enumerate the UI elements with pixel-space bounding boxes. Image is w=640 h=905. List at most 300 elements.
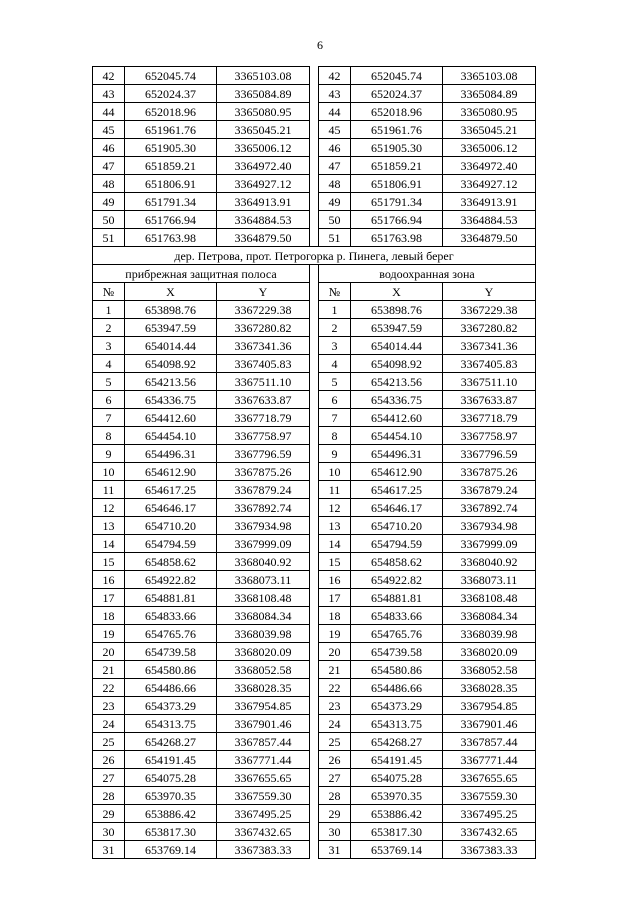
right-x-coordinate-cell: 651859.21 [351, 157, 443, 175]
right-y-coordinate-cell: 3368040.92 [443, 553, 536, 571]
left-point-number-cell: 10 [93, 463, 125, 481]
table-row [93, 409, 536, 427]
right-y-coordinate-cell: 3367901.46 [443, 715, 536, 733]
column-gap [310, 481, 319, 499]
left-x-header: X [125, 283, 217, 301]
table-row [93, 463, 536, 481]
left-x-coordinate-cell: 654710.20 [125, 517, 217, 535]
left-x-coordinate-cell: 654794.59 [125, 535, 217, 553]
left-point-number-cell: 6 [93, 391, 125, 409]
left-point-number-cell: 25 [93, 733, 125, 751]
left-point-number-cell: 15 [93, 553, 125, 571]
right-x-coordinate-cell: 654739.58 [351, 643, 443, 661]
right-y-coordinate-cell: 3367633.87 [443, 391, 536, 409]
left-x-coordinate-cell: 653970.35 [125, 787, 217, 805]
column-gap [310, 643, 319, 661]
left-point-number-cell: 13 [93, 517, 125, 535]
right-y-coordinate-cell: 3368084.34 [443, 607, 536, 625]
table-row [93, 391, 536, 409]
left-point-number-cell: 27 [93, 769, 125, 787]
left-point-number-cell: 30 [93, 823, 125, 841]
left-x-coordinate-cell: 654580.86 [125, 661, 217, 679]
right-x-coordinate-cell: 653970.35 [351, 787, 443, 805]
right-y-coordinate-cell: 3367559.30 [443, 787, 536, 805]
right-x-coordinate-cell: 654833.66 [351, 607, 443, 625]
left-point-number-cell: 51 [93, 229, 125, 247]
left-x-coordinate-cell: 651905.30 [125, 139, 217, 157]
right-point-number-cell: 6 [319, 391, 351, 409]
right-x-coordinate-cell: 654213.56 [351, 373, 443, 391]
right-point-number-cell: 29 [319, 805, 351, 823]
right-x-coordinate-cell: 654075.28 [351, 769, 443, 787]
right-point-number-cell: 27 [319, 769, 351, 787]
right-point-number-cell: 22 [319, 679, 351, 697]
column-gap [310, 67, 319, 85]
right-y-coordinate-cell: 3364913.91 [443, 193, 536, 211]
left-point-number-cell: 21 [93, 661, 125, 679]
right-x-coordinate-cell: 654454.10 [351, 427, 443, 445]
left-point-number-cell: 44 [93, 103, 125, 121]
table-row [93, 157, 536, 175]
left-x-coordinate-cell: 651766.94 [125, 211, 217, 229]
right-y-coordinate-cell: 3367857.44 [443, 733, 536, 751]
left-x-coordinate-cell: 652024.37 [125, 85, 217, 103]
left-x-coordinate-cell: 654412.60 [125, 409, 217, 427]
right-y-coordinate-cell: 3367280.82 [443, 319, 536, 337]
left-point-number-cell: 7 [93, 409, 125, 427]
column-gap [310, 211, 319, 229]
table-row [93, 175, 536, 193]
right-point-number-cell: 49 [319, 193, 351, 211]
column-gap [310, 499, 319, 517]
left-number-header: № [93, 283, 125, 301]
left-y-coordinate-cell: 3367511.10 [217, 373, 310, 391]
left-point-number-cell: 23 [93, 697, 125, 715]
right-x-coordinate-cell: 653947.59 [351, 319, 443, 337]
right-x-coordinate-cell: 654580.86 [351, 661, 443, 679]
left-point-number-cell: 31 [93, 841, 125, 859]
section-header [93, 247, 536, 301]
left-x-coordinate-cell: 654454.10 [125, 427, 217, 445]
right-point-number-cell: 24 [319, 715, 351, 733]
table-row [93, 769, 536, 787]
right-x-coordinate-cell: 654794.59 [351, 535, 443, 553]
right-x-coordinate-cell: 654014.44 [351, 337, 443, 355]
right-y-coordinate-cell: 3367892.74 [443, 499, 536, 517]
column-gap [310, 553, 319, 571]
left-y-coordinate-cell: 3367383.33 [217, 841, 310, 859]
left-y-coordinate-cell: 3367718.79 [217, 409, 310, 427]
right-number-header: № [319, 283, 351, 301]
left-point-number-cell: 12 [93, 499, 125, 517]
column-gap [310, 589, 319, 607]
left-y-coordinate-cell: 3364879.50 [217, 229, 310, 247]
right-point-number-cell: 50 [319, 211, 351, 229]
right-y-coordinate-cell: 3367934.98 [443, 517, 536, 535]
right-y-coordinate-cell: 3367655.65 [443, 769, 536, 787]
left-point-number-cell: 43 [93, 85, 125, 103]
column-gap [310, 805, 319, 823]
column-gap [310, 373, 319, 391]
column-gap [310, 319, 319, 337]
right-x-coordinate-cell: 651791.34 [351, 193, 443, 211]
table-row [93, 805, 536, 823]
right-point-number-cell: 48 [319, 175, 351, 193]
column-gap [310, 535, 319, 553]
column-gap [310, 787, 319, 805]
left-point-number-cell: 11 [93, 481, 125, 499]
right-x-coordinate-cell: 652024.37 [351, 85, 443, 103]
right-y-coordinate-cell: 3367405.83 [443, 355, 536, 373]
right-point-number-cell: 28 [319, 787, 351, 805]
left-point-number-cell: 47 [93, 157, 125, 175]
column-gap [310, 769, 319, 787]
table-row [93, 643, 536, 661]
right-point-number-cell: 42 [319, 67, 351, 85]
column-gap [310, 283, 319, 301]
right-y-coordinate-cell: 3368108.48 [443, 589, 536, 607]
left-point-number-cell: 8 [93, 427, 125, 445]
left-point-number-cell: 16 [93, 571, 125, 589]
left-x-coordinate-cell: 654191.45 [125, 751, 217, 769]
left-y-coordinate-cell: 3368039.98 [217, 625, 310, 643]
right-y-coordinate-cell: 3367879.24 [443, 481, 536, 499]
right-point-number-cell: 21 [319, 661, 351, 679]
right-point-number-cell: 31 [319, 841, 351, 859]
coordinates-table [92, 66, 536, 859]
table-row [93, 355, 536, 373]
top-rows [93, 67, 536, 247]
right-x-coordinate-cell: 651806.91 [351, 175, 443, 193]
right-x-coordinate-cell: 654617.25 [351, 481, 443, 499]
right-x-coordinate-cell: 653769.14 [351, 841, 443, 859]
right-point-number-cell: 2 [319, 319, 351, 337]
left-point-number-cell: 2 [93, 319, 125, 337]
left-point-number-cell: 45 [93, 121, 125, 139]
right-y-coordinate-cell: 3367875.26 [443, 463, 536, 481]
right-y-coordinate-cell: 3367954.85 [443, 697, 536, 715]
left-x-coordinate-cell: 652018.96 [125, 103, 217, 121]
right-y-coordinate-cell: 3364927.12 [443, 175, 536, 193]
section-title: дер. Петрова, прот. Петрогорка р. Пинега, левый берег [93, 247, 536, 265]
table-row [93, 139, 536, 157]
left-y-coordinate-cell: 3367280.82 [217, 319, 310, 337]
left-y-coordinate-cell: 3365103.08 [217, 67, 310, 85]
right-point-number-cell: 12 [319, 499, 351, 517]
column-gap [310, 193, 319, 211]
right-y-header: Y [443, 283, 536, 301]
left-x-coordinate-cell: 654612.90 [125, 463, 217, 481]
left-y-coordinate-cell: 3364913.91 [217, 193, 310, 211]
table-row [93, 193, 536, 211]
right-x-coordinate-cell: 654336.75 [351, 391, 443, 409]
left-x-coordinate-cell: 654765.76 [125, 625, 217, 643]
column-gap [310, 823, 319, 841]
right-point-number-cell: 51 [319, 229, 351, 247]
left-y-coordinate-cell: 3367875.26 [217, 463, 310, 481]
left-y-coordinate-cell: 3368108.48 [217, 589, 310, 607]
left-x-coordinate-cell: 654739.58 [125, 643, 217, 661]
right-point-number-cell: 30 [319, 823, 351, 841]
right-y-coordinate-cell: 3367383.33 [443, 841, 536, 859]
left-point-number-cell: 49 [93, 193, 125, 211]
right-y-coordinate-cell: 3365006.12 [443, 139, 536, 157]
left-point-number-cell: 50 [93, 211, 125, 229]
right-point-number-cell: 25 [319, 733, 351, 751]
table-row [93, 787, 536, 805]
left-y-coordinate-cell: 3367857.44 [217, 733, 310, 751]
right-x-coordinate-cell: 654710.20 [351, 517, 443, 535]
left-y-coordinate-cell: 3368084.34 [217, 607, 310, 625]
right-point-number-cell: 13 [319, 517, 351, 535]
right-point-number-cell: 15 [319, 553, 351, 571]
left-y-coordinate-cell: 3368040.92 [217, 553, 310, 571]
table-row [93, 211, 536, 229]
right-point-number-cell: 4 [319, 355, 351, 373]
table-row [93, 445, 536, 463]
right-x-coordinate-cell: 654612.90 [351, 463, 443, 481]
left-x-coordinate-cell: 653947.59 [125, 319, 217, 337]
left-point-number-cell: 3 [93, 337, 125, 355]
right-point-number-cell: 11 [319, 481, 351, 499]
left-x-coordinate-cell: 654075.28 [125, 769, 217, 787]
column-gap [310, 391, 319, 409]
left-point-number-cell: 24 [93, 715, 125, 733]
left-x-coordinate-cell: 653769.14 [125, 841, 217, 859]
left-point-number-cell: 18 [93, 607, 125, 625]
left-y-coordinate-cell: 3367229.38 [217, 301, 310, 319]
left-x-coordinate-cell: 654617.25 [125, 481, 217, 499]
right-x-coordinate-cell: 651766.94 [351, 211, 443, 229]
left-x-coordinate-cell: 651859.21 [125, 157, 217, 175]
column-gap [310, 625, 319, 643]
right-y-coordinate-cell: 3367511.10 [443, 373, 536, 391]
right-x-coordinate-cell: 654646.17 [351, 499, 443, 517]
left-point-number-cell: 5 [93, 373, 125, 391]
table-row [93, 85, 536, 103]
right-x-coordinate-cell: 651961.76 [351, 121, 443, 139]
table-row [93, 589, 536, 607]
table-row [93, 229, 536, 247]
right-point-number-cell: 14 [319, 535, 351, 553]
left-y-header: Y [217, 283, 310, 301]
column-gap [310, 679, 319, 697]
bottom-rows [93, 301, 536, 859]
right-x-coordinate-cell: 654191.45 [351, 751, 443, 769]
table-row [93, 121, 536, 139]
table-row [93, 553, 536, 571]
right-point-number-cell: 3 [319, 337, 351, 355]
table-row [93, 517, 536, 535]
right-point-number-cell: 47 [319, 157, 351, 175]
column-gap [310, 139, 319, 157]
table-row [93, 697, 536, 715]
page-number: 6 [317, 38, 323, 52]
left-point-number-cell: 1 [93, 301, 125, 319]
left-point-number-cell: 42 [93, 67, 125, 85]
right-x-coordinate-cell: 654268.27 [351, 733, 443, 751]
left-y-coordinate-cell: 3367892.74 [217, 499, 310, 517]
column-gap [310, 607, 319, 625]
right-point-number-cell: 9 [319, 445, 351, 463]
right-y-coordinate-cell: 3367495.25 [443, 805, 536, 823]
column-gap [310, 355, 319, 373]
left-x-coordinate-cell: 654373.29 [125, 697, 217, 715]
left-y-coordinate-cell: 3367999.09 [217, 535, 310, 553]
left-x-coordinate-cell: 654486.66 [125, 679, 217, 697]
table-row [93, 337, 536, 355]
left-y-coordinate-cell: 3367796.59 [217, 445, 310, 463]
column-gap [310, 841, 319, 859]
left-x-coordinate-cell: 654858.62 [125, 553, 217, 571]
table-row [93, 427, 536, 445]
left-x-coordinate-cell: 654313.75 [125, 715, 217, 733]
column-gap [310, 463, 319, 481]
right-x-coordinate-cell: 654313.75 [351, 715, 443, 733]
left-point-number-cell: 20 [93, 643, 125, 661]
left-x-coordinate-cell: 653886.42 [125, 805, 217, 823]
left-x-coordinate-cell: 652045.74 [125, 67, 217, 85]
section-title-row [93, 247, 536, 265]
left-x-coordinate-cell: 651961.76 [125, 121, 217, 139]
left-y-coordinate-cell: 3364927.12 [217, 175, 310, 193]
right-y-coordinate-cell: 3367718.79 [443, 409, 536, 427]
left-y-coordinate-cell: 3367495.25 [217, 805, 310, 823]
left-x-coordinate-cell: 654098.92 [125, 355, 217, 373]
column-header-row [93, 283, 536, 301]
right-y-coordinate-cell: 3364879.50 [443, 229, 536, 247]
column-gap [310, 409, 319, 427]
right-x-coordinate-cell: 654922.82 [351, 571, 443, 589]
right-y-coordinate-cell: 3368073.11 [443, 571, 536, 589]
table-row [93, 661, 536, 679]
column-gap [310, 661, 319, 679]
left-y-coordinate-cell: 3364972.40 [217, 157, 310, 175]
right-x-coordinate-cell: 654858.62 [351, 553, 443, 571]
left-y-coordinate-cell: 3367771.44 [217, 751, 310, 769]
left-point-number-cell: 9 [93, 445, 125, 463]
right-y-coordinate-cell: 3367758.97 [443, 427, 536, 445]
table-row [93, 373, 536, 391]
left-zone-title: прибрежная защитная полоса [93, 265, 310, 283]
table-row [93, 679, 536, 697]
left-y-coordinate-cell: 3368052.58 [217, 661, 310, 679]
right-x-coordinate-cell: 654765.76 [351, 625, 443, 643]
right-point-number-cell: 1 [319, 301, 351, 319]
right-point-number-cell: 20 [319, 643, 351, 661]
right-x-coordinate-cell: 653817.30 [351, 823, 443, 841]
left-x-coordinate-cell: 651806.91 [125, 175, 217, 193]
table-row [93, 499, 536, 517]
right-point-number-cell: 46 [319, 139, 351, 157]
right-point-number-cell: 5 [319, 373, 351, 391]
right-y-coordinate-cell: 3368039.98 [443, 625, 536, 643]
column-gap [310, 103, 319, 121]
table-row [93, 841, 536, 859]
right-y-coordinate-cell: 3364884.53 [443, 211, 536, 229]
right-point-number-cell: 23 [319, 697, 351, 715]
right-x-coordinate-cell: 652018.96 [351, 103, 443, 121]
column-gap [310, 175, 319, 193]
right-y-coordinate-cell: 3365084.89 [443, 85, 536, 103]
column-gap [310, 715, 319, 733]
right-x-header: X [351, 283, 443, 301]
right-y-coordinate-cell: 3365080.95 [443, 103, 536, 121]
right-point-number-cell: 19 [319, 625, 351, 643]
table-row [93, 751, 536, 769]
left-y-coordinate-cell: 3365045.21 [217, 121, 310, 139]
left-point-number-cell: 4 [93, 355, 125, 373]
right-x-coordinate-cell: 654373.29 [351, 697, 443, 715]
left-point-number-cell: 48 [93, 175, 125, 193]
right-y-coordinate-cell: 3364972.40 [443, 157, 536, 175]
right-x-coordinate-cell: 654881.81 [351, 589, 443, 607]
column-gap [310, 157, 319, 175]
left-y-coordinate-cell: 3367341.36 [217, 337, 310, 355]
table-row [93, 625, 536, 643]
right-point-number-cell: 43 [319, 85, 351, 103]
left-y-coordinate-cell: 3364884.53 [217, 211, 310, 229]
right-x-coordinate-cell: 651905.30 [351, 139, 443, 157]
left-y-coordinate-cell: 3368028.35 [217, 679, 310, 697]
left-y-coordinate-cell: 3367879.24 [217, 481, 310, 499]
table-row [93, 607, 536, 625]
right-point-number-cell: 17 [319, 589, 351, 607]
right-point-number-cell: 7 [319, 409, 351, 427]
column-gap [310, 229, 319, 247]
left-y-coordinate-cell: 3367901.46 [217, 715, 310, 733]
left-y-coordinate-cell: 3368073.11 [217, 571, 310, 589]
left-y-coordinate-cell: 3367758.97 [217, 427, 310, 445]
left-y-coordinate-cell: 3367655.65 [217, 769, 310, 787]
column-gap [310, 733, 319, 751]
right-x-coordinate-cell: 654486.66 [351, 679, 443, 697]
table-row [93, 67, 536, 85]
table-row [93, 571, 536, 589]
left-x-coordinate-cell: 654922.82 [125, 571, 217, 589]
right-y-coordinate-cell: 3367796.59 [443, 445, 536, 463]
left-x-coordinate-cell: 654014.44 [125, 337, 217, 355]
right-y-coordinate-cell: 3367432.65 [443, 823, 536, 841]
right-y-coordinate-cell: 3365045.21 [443, 121, 536, 139]
left-point-number-cell: 22 [93, 679, 125, 697]
left-x-coordinate-cell: 654213.56 [125, 373, 217, 391]
left-y-coordinate-cell: 3365006.12 [217, 139, 310, 157]
column-gap [310, 301, 319, 319]
zone-row [93, 265, 536, 283]
left-y-coordinate-cell: 3368020.09 [217, 643, 310, 661]
left-y-coordinate-cell: 3367559.30 [217, 787, 310, 805]
left-x-coordinate-cell: 654833.66 [125, 607, 217, 625]
left-x-coordinate-cell: 653898.76 [125, 301, 217, 319]
right-zone-title: водоохранная зона [319, 265, 536, 283]
left-point-number-cell: 28 [93, 787, 125, 805]
left-x-coordinate-cell: 654336.75 [125, 391, 217, 409]
right-y-coordinate-cell: 3367229.38 [443, 301, 536, 319]
left-point-number-cell: 29 [93, 805, 125, 823]
right-x-coordinate-cell: 652045.74 [351, 67, 443, 85]
left-point-number-cell: 46 [93, 139, 125, 157]
column-gap [310, 445, 319, 463]
left-y-coordinate-cell: 3365080.95 [217, 103, 310, 121]
right-point-number-cell: 18 [319, 607, 351, 625]
column-gap [310, 751, 319, 769]
right-y-coordinate-cell: 3368028.35 [443, 679, 536, 697]
right-y-coordinate-cell: 3365103.08 [443, 67, 536, 85]
table-row [93, 733, 536, 751]
right-x-coordinate-cell: 653886.42 [351, 805, 443, 823]
left-point-number-cell: 14 [93, 535, 125, 553]
